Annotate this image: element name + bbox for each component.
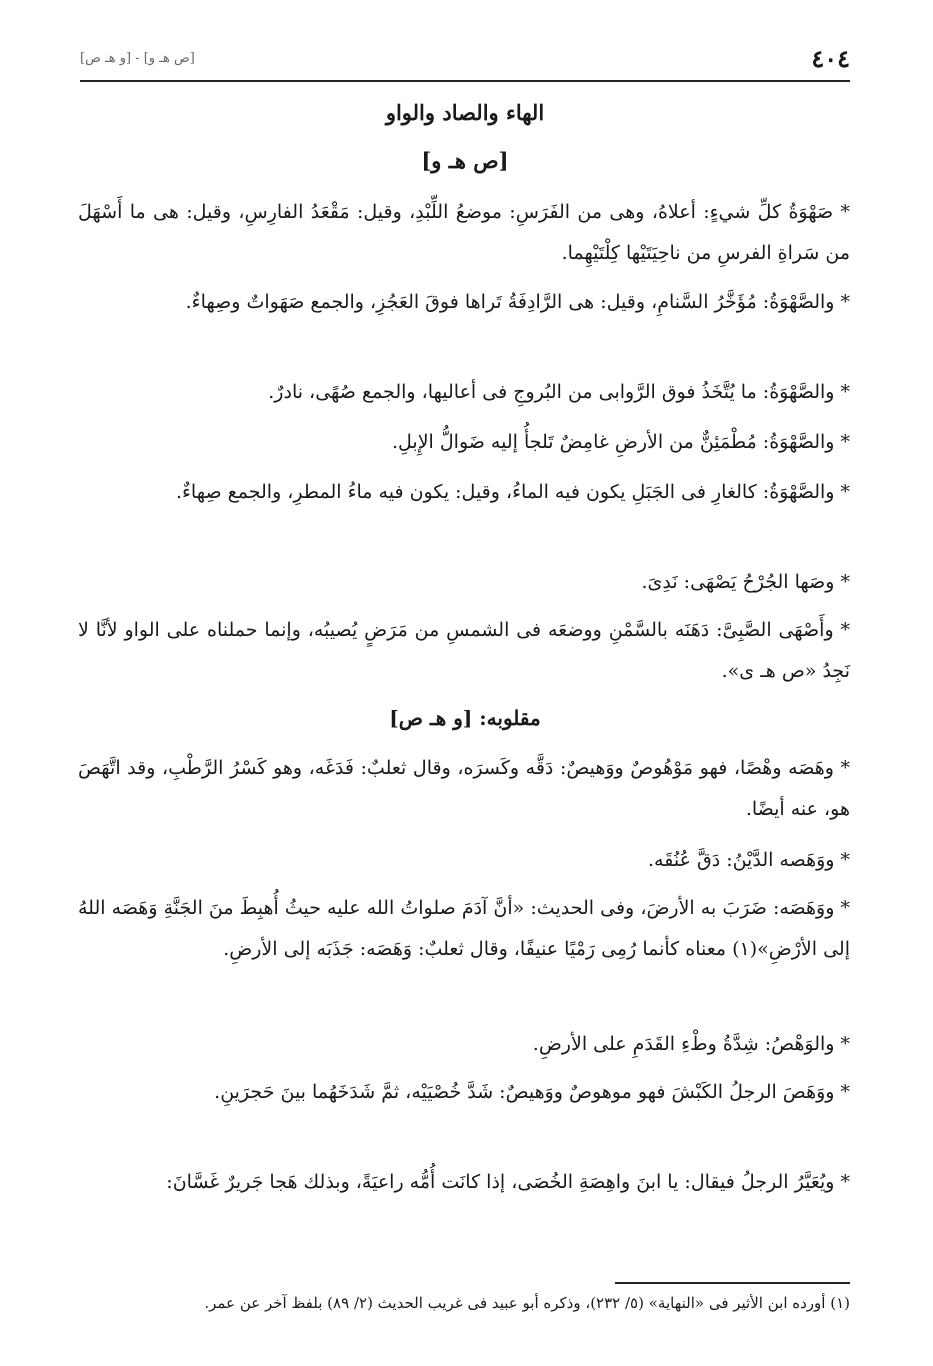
entry-paragraph: * وصَها الجُرْحُ يَصْهَى: نَدِىَ. bbox=[641, 571, 850, 593]
entry-paragraph: * ويُعَيَّرُ الرجلُ فيقال: يا ابنَ واهِصَةِ الخُصَى، إذا كانَت أُمُّه راعيَةً، وبذلك هَجا جَريرٌ غَسَّانَ: bbox=[166, 1171, 850, 1193]
section-title: الهاء والصاد والواو bbox=[385, 100, 545, 125]
page-number: ٤٠٤ bbox=[811, 43, 850, 73]
page-header bbox=[80, 40, 850, 76]
entry-paragraph: * والصَّهْوَةُ: كالغارِ فى الجَبَلِ يكون فيه الماءُ، وقيل: يكون فيه ماءُ المطرِ، والجمع صِهاءٌ. bbox=[175, 481, 850, 503]
running-head: [ص هـ و] - [و هـ ص] bbox=[80, 50, 195, 66]
footnote-rule bbox=[615, 1282, 850, 1284]
entry-paragraph: * صَهْوَةُ كلِّ شيءٍ: أعلاهُ، وهى من الفَرَسِ: موضعُ اللِّبْدِ، وقيل: مَقْعَدُ الفارِسِ، وقيل: هى ما أَسْهَلَ من سَراةِ الفرسِ من ناحِيَتَيْها كِلْتَيْهِما. bbox=[78, 201, 850, 264]
entry-paragraph: * والصَّهْوَةُ: ما يُتَّخَذُ فوق الرَّوابى من البُروجِ فى أعاليها، والجمع صُهًى، نادرٌ. bbox=[268, 381, 850, 403]
entry-paragraph: * والوَهْصُ: شِدَّةُ وطْءِ القَدَمِ على الأرضِ. bbox=[532, 1033, 850, 1055]
entry-paragraph: * وهَصَه وهْصًا، فهو مَوْهُوصٌ ووَهيصٌ: دَقَّه وكَسرَه، وقال ثعلبٌ: فَدَغَه، وهو كَسْرُ الرَّطْبِ، وقد اتَّهَصَ هو، عنه أيضًا. bbox=[78, 757, 850, 820]
header-rule bbox=[80, 80, 850, 82]
entry-paragraph: * ووَهَصَ الرجلُ الكَبْشَ فهو موهوصٌ ووَهيصٌ: شَدَّ خُصْيَيْه، ثمَّ شَدَخَهُما بينَ حَجرَينِ. bbox=[214, 1081, 850, 1103]
maqloob-heading: مقلوبه: [و هـ ص] bbox=[389, 706, 541, 730]
root-heading: [ص هـ و] bbox=[421, 148, 509, 173]
footnote: (١) أورده ابن الأثير فى «النهاية» (٥/ ٢٣٢)، وذكره أبو عبيد فى غريب الحديث (٢/ ٨٩) بلفظ آخر عن عمر. bbox=[204, 1294, 850, 1312]
entry-paragraph: * والصَّهْوَةُ: مُؤَخَّرُ السَّنامِ، وقيل: هى الرَّادِفَةُ تَراها فوقَ العَجُزِ، والجمع صَهَواتٌ وصِهاءٌ. bbox=[185, 291, 850, 313]
entry-paragraph: * ووَهَصَه: ضَرَبَ به الأرضَ، وفى الحديث: «أنَّ آدَمَ صلواتُ الله عليه حيثُ أُهبِطَ منَ الجَنَّةِ وَهَصَه اللهُ إلى الأرْضِ»(١) معناه كأنما رُمِى رَمْيًا عنيفًا، وقال ثعلبٌ: وَهَصَه: جَذَبَه إلى الأرضِ. bbox=[78, 897, 850, 960]
entry-paragraph: * ووَهَصه الدَّيْنُ: دَقَّ عُنُقَه. bbox=[648, 849, 850, 871]
entry-paragraph: * والصَّهْوَةُ: مُطْمَئِنٌّ من الأرضِ غامِضٌ تَلجأُ إليه ضَوالُّ الإِبلِ. bbox=[391, 431, 850, 453]
entry-paragraph: * وأَصْهَى الصَّبِىَّ: دَهَنَه بالسَّمْنِ ووضعَه فى الشمسِ من مَرَضٍ يُصيبُه، وإنما حملناه على الواو لأنَّا لا نَجِدُ «ص هـ ى». bbox=[78, 619, 850, 682]
